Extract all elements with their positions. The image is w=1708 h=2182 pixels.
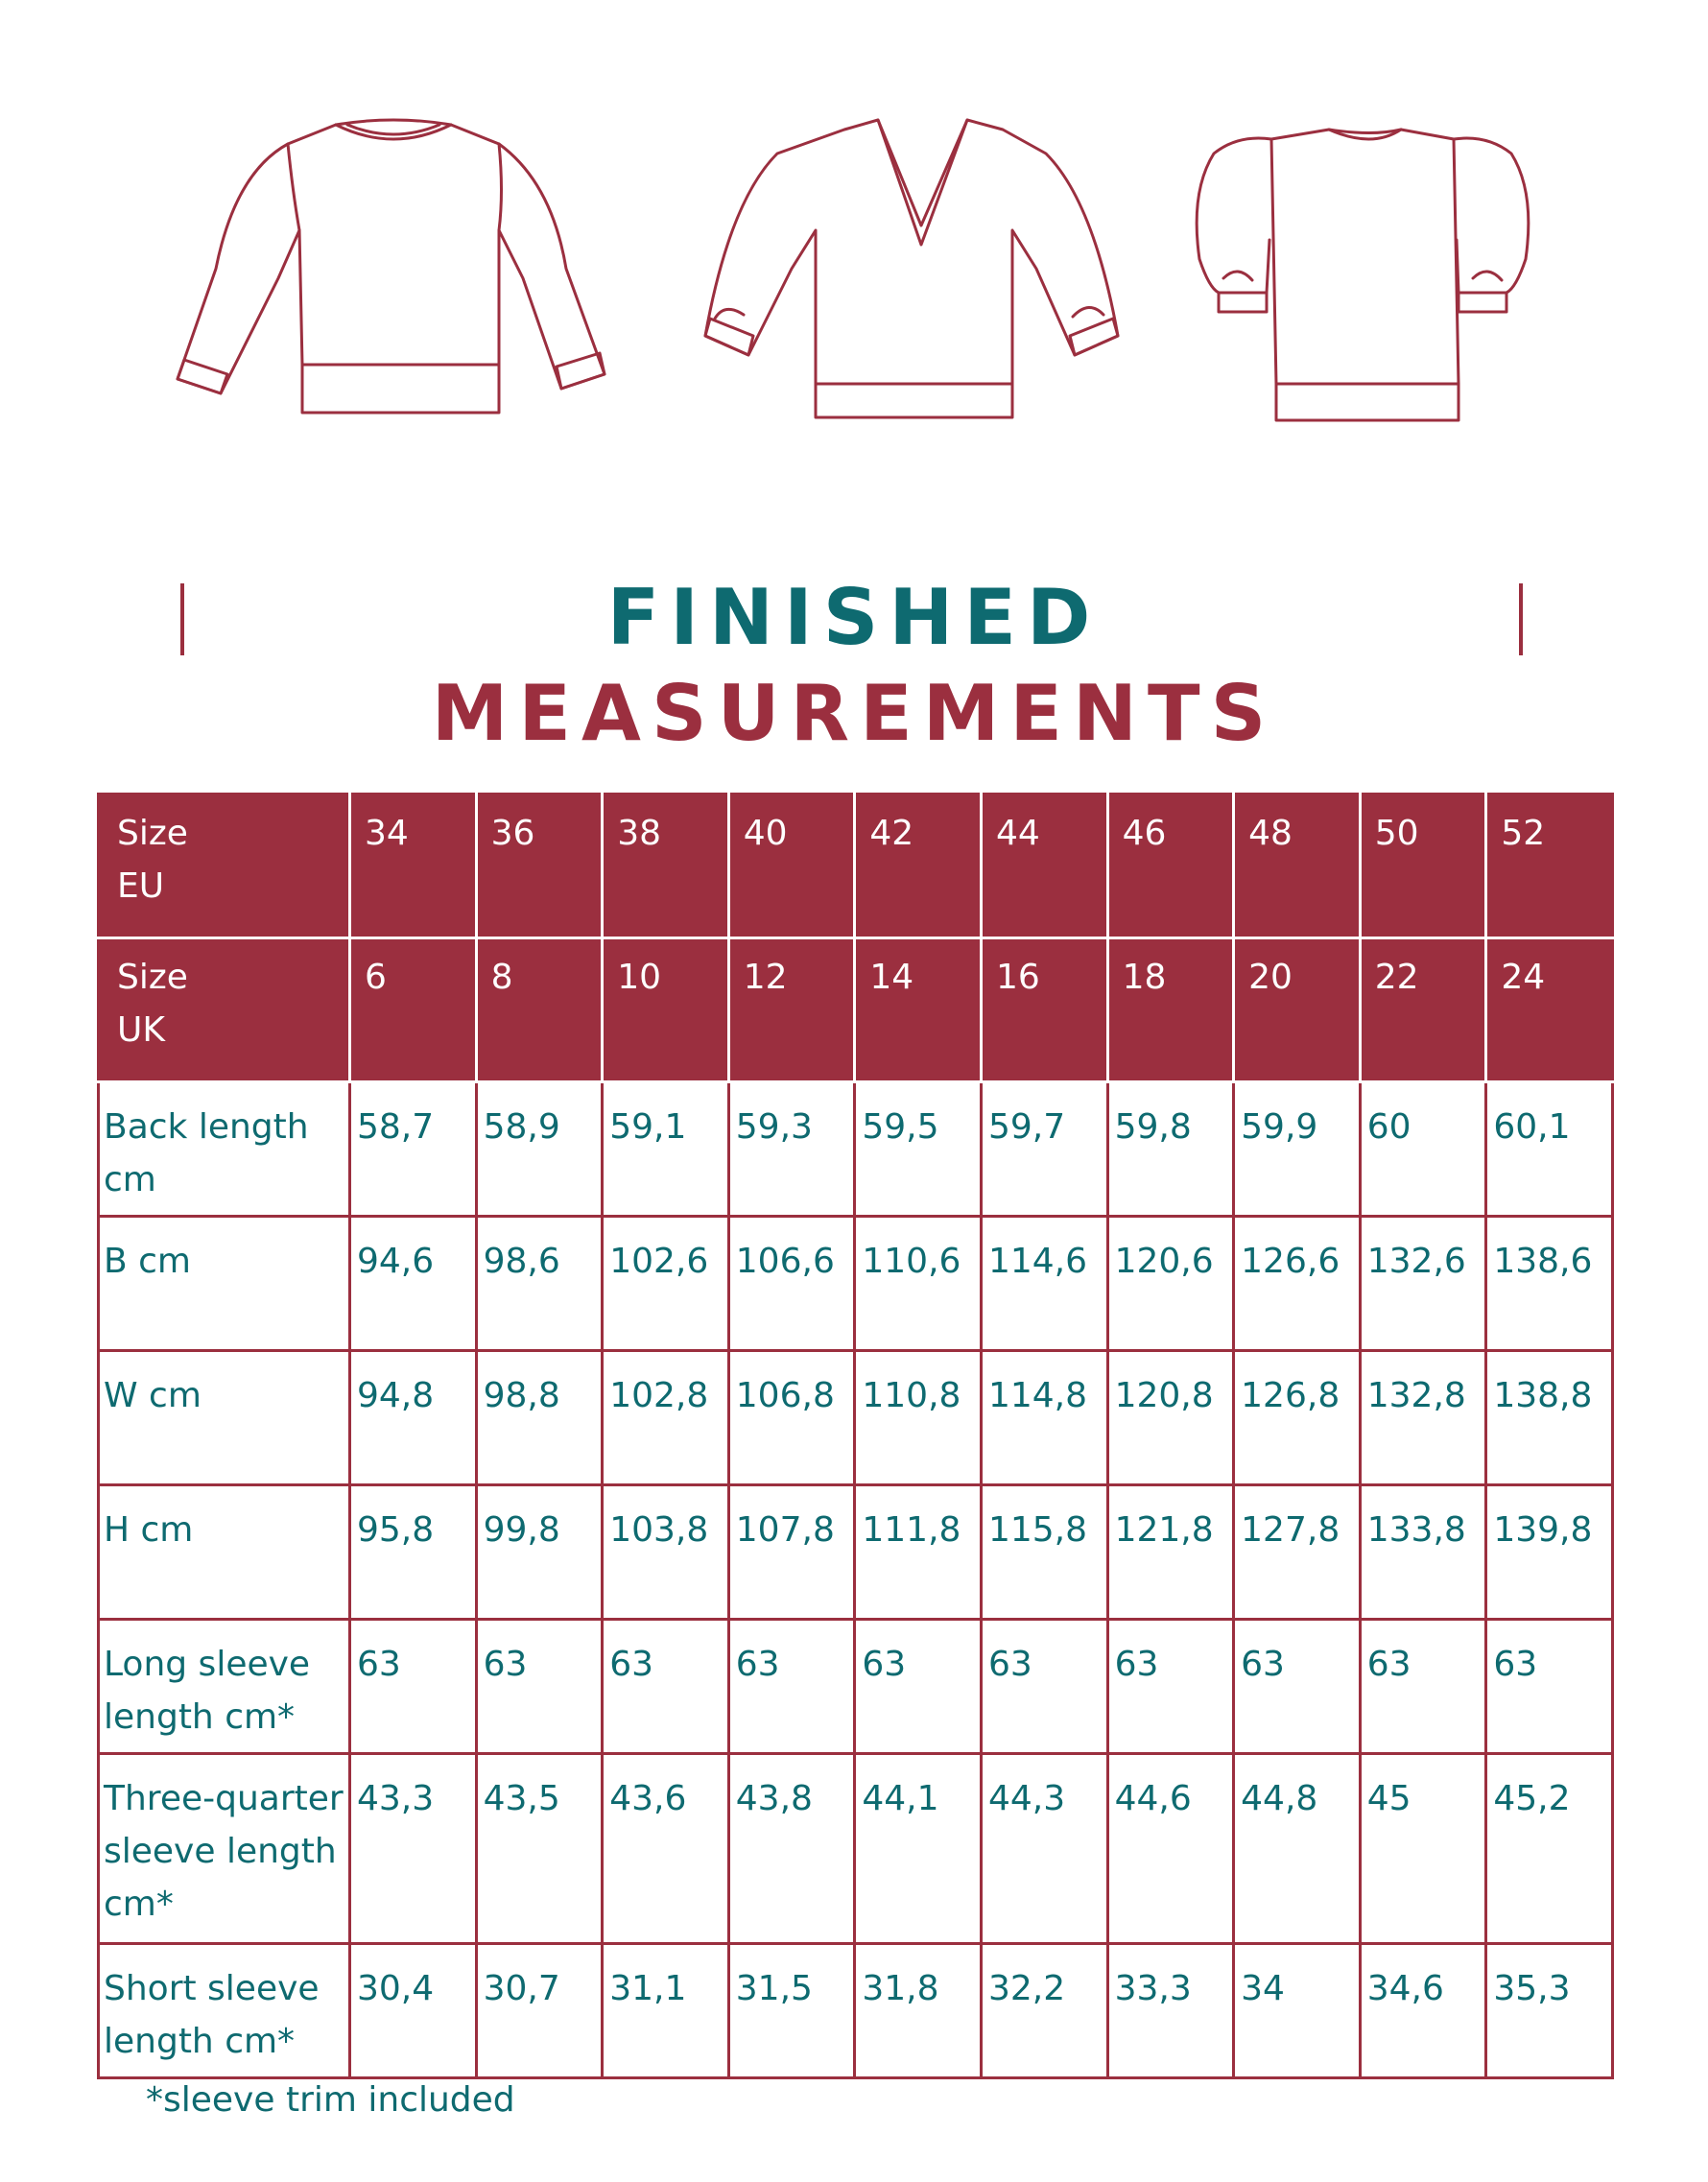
row-label-line: Long sleeve (104, 1645, 311, 1684)
measurement-cell: 59,5 (855, 1082, 982, 1217)
measurement-cell: 63 (1234, 1620, 1361, 1754)
table-row (99, 1217, 1613, 1351)
measurement-cell: 120,8 (1107, 1351, 1234, 1485)
row-label (99, 1082, 350, 1217)
measurement-cell: 114,8 (981, 1351, 1107, 1485)
measurement-cell: 115,8 (981, 1485, 1107, 1620)
measurement-cell: 138,6 (1486, 1217, 1613, 1351)
size-header-cell: 18 (1107, 938, 1234, 1082)
row-label-line: B cm (104, 1242, 192, 1281)
row-label (99, 795, 350, 938)
row-label-line: Back length (104, 1107, 309, 1147)
measurement-cell: 31,5 (728, 1944, 855, 2078)
measurement-cell: 31,1 (603, 1944, 729, 2078)
measurement-cell: 126,6 (1234, 1217, 1361, 1351)
title-divider-right (1519, 583, 1523, 655)
measurement-cell: 44,6 (1107, 1754, 1234, 1944)
size-header-cell: 36 (476, 795, 603, 938)
measurement-cell: 126,8 (1234, 1351, 1361, 1485)
measurement-cell: 121,8 (1107, 1485, 1234, 1620)
table-row (99, 1754, 1613, 1944)
measurement-cell: 59,7 (981, 1082, 1107, 1217)
size-header-cell: 6 (350, 938, 477, 1082)
v-neck-sweater-icon (705, 120, 1118, 417)
row-label (99, 938, 350, 1082)
measurement-cell: 106,8 (728, 1351, 855, 1485)
size-header-cell: 14 (855, 938, 982, 1082)
row-label (99, 1754, 350, 1944)
measurement-cell: 60,1 (1486, 1082, 1613, 1217)
measurement-cell: 44,8 (1234, 1754, 1361, 1944)
size-header-cell: 50 (1360, 795, 1486, 938)
size-header-cell: 52 (1486, 795, 1613, 938)
measurement-cell: 45 (1360, 1754, 1486, 1944)
size-header-cell: 20 (1234, 938, 1361, 1082)
measurement-cell: 132,8 (1360, 1351, 1486, 1485)
measurement-cell: 107,8 (728, 1485, 855, 1620)
measurement-cell: 95,8 (350, 1485, 477, 1620)
table-row (99, 1351, 1613, 1485)
size-header-cell: 34 (350, 795, 477, 938)
measurement-cell: 111,8 (855, 1485, 982, 1620)
row-label-line: sleeve length (104, 1832, 337, 1871)
measurement-cell: 63 (603, 1620, 729, 1754)
measurement-cell: 44,1 (855, 1754, 982, 1944)
measurement-cell: 58,9 (476, 1082, 603, 1217)
row-label-line: Short sleeve (104, 1969, 320, 2008)
measurement-cell: 63 (1360, 1620, 1486, 1754)
measurement-cell: 99,8 (476, 1485, 603, 1620)
measurement-cell: 59,9 (1234, 1082, 1361, 1217)
size-header-cell: 8 (476, 938, 603, 1082)
title-word-finished: FINISHED (606, 573, 1102, 662)
table-row (99, 1485, 1613, 1620)
row-label (99, 1620, 350, 1754)
measurement-cell: 45,2 (1486, 1754, 1613, 1944)
measurement-cell: 43,3 (350, 1754, 477, 1944)
title-word-measurements: MEASUREMENTS (431, 669, 1277, 758)
measurement-cell: 63 (981, 1620, 1107, 1754)
measurement-cell: 59,1 (603, 1082, 729, 1217)
row-label-line: W cm (104, 1376, 202, 1415)
measurement-cell: 33,3 (1107, 1944, 1234, 2078)
row-label-line: length cm* (104, 2022, 296, 2061)
row-label (99, 1217, 350, 1351)
measurement-cell: 35,3 (1486, 1944, 1613, 2078)
puff-sleeve-sweatshirt-icon (1197, 130, 1529, 420)
measurement-cell: 106,6 (728, 1217, 855, 1351)
measurement-cell: 30,7 (476, 1944, 603, 2078)
row-label (99, 1485, 350, 1620)
measurement-cell: 43,5 (476, 1754, 603, 1944)
row-label-line: UK (117, 1010, 165, 1050)
measurement-cell: 102,6 (603, 1217, 729, 1351)
title-divider-left (180, 583, 184, 655)
measurement-cell: 43,6 (603, 1754, 729, 1944)
measurement-cell: 63 (855, 1620, 982, 1754)
measurement-cell: 63 (728, 1620, 855, 1754)
measurement-cell: 30,4 (350, 1944, 477, 2078)
measurement-cell: 31,8 (855, 1944, 982, 2078)
measurement-cell: 63 (476, 1620, 603, 1754)
row-label-line: Size (117, 814, 188, 853)
measurement-cell: 60 (1360, 1082, 1486, 1217)
measurement-cell: 32,2 (981, 1944, 1107, 2078)
size-header-cell: 40 (728, 795, 855, 938)
table-header-row (99, 938, 1613, 1082)
size-header-cell: 46 (1107, 795, 1234, 938)
size-header-cell: 42 (855, 795, 982, 938)
size-header-cell: 12 (728, 938, 855, 1082)
size-header-cell: 38 (603, 795, 729, 938)
measurement-cell: 139,8 (1486, 1485, 1613, 1620)
measurement-cell: 133,8 (1360, 1485, 1486, 1620)
row-label-line: cm* (104, 1885, 174, 1924)
row-label-line: EU (117, 866, 165, 906)
page-title (259, 570, 1449, 762)
measurement-cell: 110,8 (855, 1351, 982, 1485)
measurement-cell: 132,6 (1360, 1217, 1486, 1351)
table-row (99, 1944, 1613, 2078)
measurement-cell: 63 (1486, 1620, 1613, 1754)
measurement-cell: 63 (1107, 1620, 1234, 1754)
measurement-cell: 120,6 (1107, 1217, 1234, 1351)
measurement-cell: 138,8 (1486, 1351, 1613, 1485)
measurement-cell: 34,6 (1360, 1944, 1486, 2078)
row-label-line: cm (104, 1160, 156, 1199)
size-header-cell: 48 (1234, 795, 1361, 938)
size-header-cell: 10 (603, 938, 729, 1082)
row-label-line: Size (117, 958, 188, 997)
table-header-row (99, 795, 1613, 938)
row-label-line: Three-quarter (104, 1779, 344, 1818)
row-label-line: H cm (104, 1510, 194, 1550)
size-header-cell: 22 (1360, 938, 1486, 1082)
measurement-cell: 102,8 (603, 1351, 729, 1485)
title-banner (0, 566, 1708, 758)
measurement-cell: 59,8 (1107, 1082, 1234, 1217)
table-row (99, 1620, 1613, 1754)
measurement-cell: 98,8 (476, 1351, 603, 1485)
measurements-table (97, 793, 1614, 2079)
measurement-cell: 43,8 (728, 1754, 855, 1944)
measurement-cell: 58,7 (350, 1082, 477, 1217)
measurement-cell: 110,6 (855, 1217, 982, 1351)
measurement-cell: 59,3 (728, 1082, 855, 1217)
row-label (99, 1351, 350, 1485)
measurement-cell: 63 (350, 1620, 477, 1754)
footnote: *sleeve trim included (146, 2080, 515, 2120)
measurement-cell: 94,8 (350, 1351, 477, 1485)
measurement-cell: 98,6 (476, 1217, 603, 1351)
measurement-cell: 127,8 (1234, 1485, 1361, 1620)
row-label (99, 1944, 350, 2078)
size-header-cell: 24 (1486, 938, 1613, 1082)
size-header-cell: 44 (981, 795, 1107, 938)
measurement-cell: 44,3 (981, 1754, 1107, 1944)
measurement-cell: 94,6 (350, 1217, 477, 1351)
measurement-cell: 34 (1234, 1944, 1361, 2078)
crew-neck-sweatshirt-icon (178, 120, 605, 413)
measurement-cell: 114,6 (981, 1217, 1107, 1351)
measurement-cell: 103,8 (603, 1485, 729, 1620)
row-label-line: length cm* (104, 1697, 296, 1737)
size-header-cell: 16 (981, 938, 1107, 1082)
garment-illustrations (0, 96, 1708, 461)
table-row (99, 1082, 1613, 1217)
